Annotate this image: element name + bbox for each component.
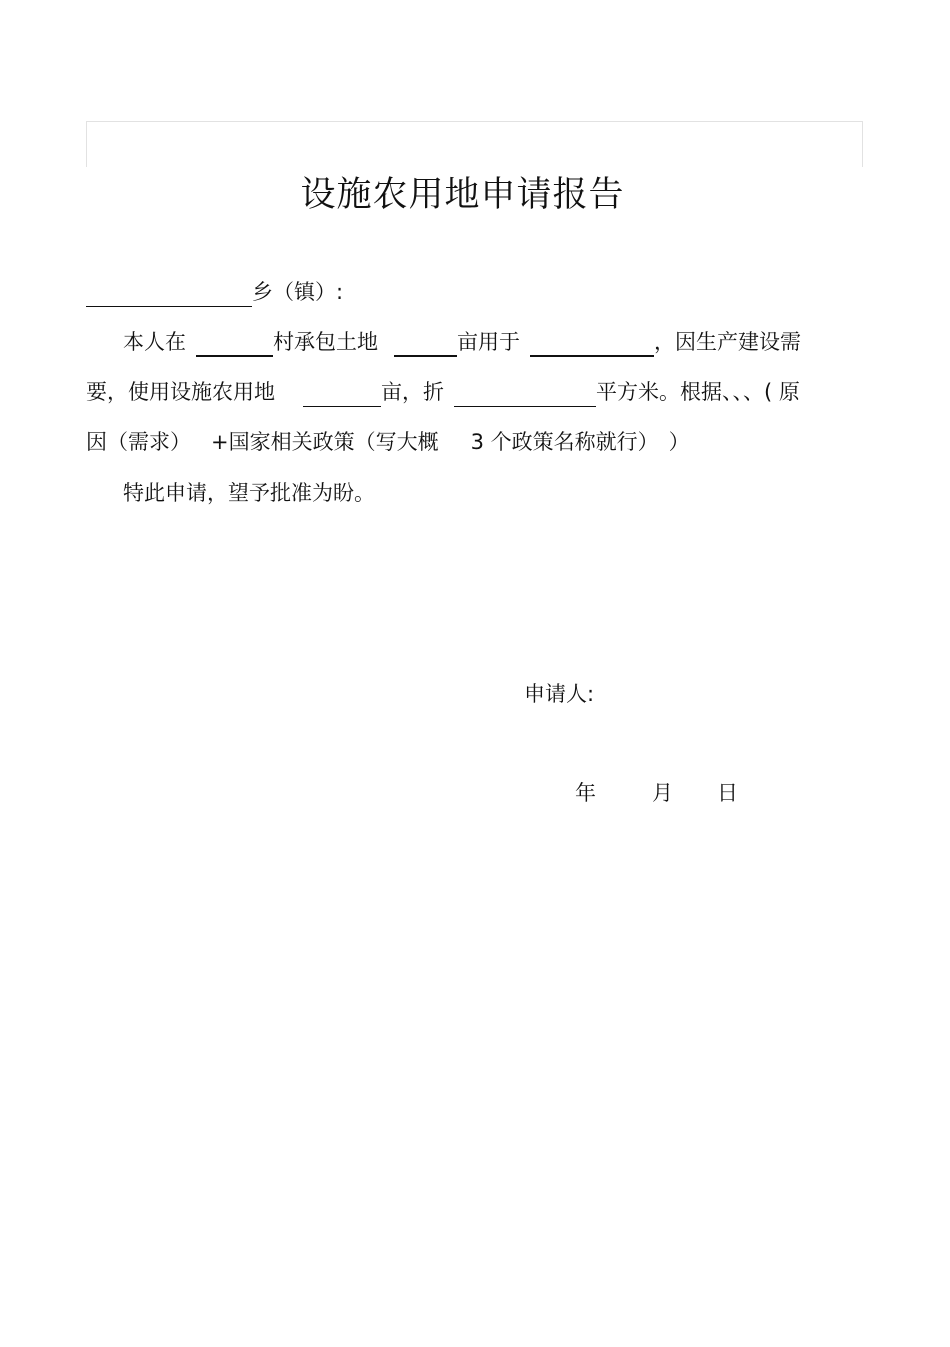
text-segment: 因（需求）	[86, 430, 191, 454]
purpose-blank[interactable]	[530, 331, 654, 357]
village-blank[interactable]	[196, 331, 273, 357]
text-segment: ，因生产建设需	[654, 330, 801, 354]
township-blank[interactable]	[86, 282, 252, 307]
paragraph-1-line-2	[86, 377, 800, 407]
paragraph-1-line-3	[86, 427, 690, 457]
text-segment: 亩用于	[457, 330, 520, 354]
document-title: 设施农用地申请报告	[300, 175, 625, 215]
facility-area-blank[interactable]	[303, 382, 381, 407]
text-segment: 亩，折	[381, 380, 444, 404]
addressee-line	[86, 277, 343, 307]
header-frame	[86, 121, 863, 167]
date-year-label: 年	[575, 781, 596, 805]
text-segment: 要，使用设施农用地	[86, 380, 275, 404]
date-month-label: 月	[652, 781, 673, 805]
paragraph-2: 特此申请，望予批准为盼。	[123, 481, 375, 505]
addressee-suffix: 乡（镇）:	[252, 280, 344, 304]
text-segment: 平方米。根据、、、( 原	[596, 380, 800, 404]
date-day-label: 日	[717, 781, 738, 805]
text-segment: ）	[668, 430, 690, 454]
text-segment: 村承包土地	[273, 330, 378, 354]
paragraph-1-line-1	[123, 327, 801, 357]
applicant-label: 申请人:	[524, 682, 595, 706]
text-segment: 3 个政策名称就行）	[470, 430, 659, 454]
text-segment: 本人在	[123, 330, 186, 354]
square-meter-blank[interactable]	[454, 382, 596, 407]
area-mu-blank[interactable]	[394, 331, 457, 357]
text-segment: +国家相关政策（写大概	[211, 430, 439, 454]
